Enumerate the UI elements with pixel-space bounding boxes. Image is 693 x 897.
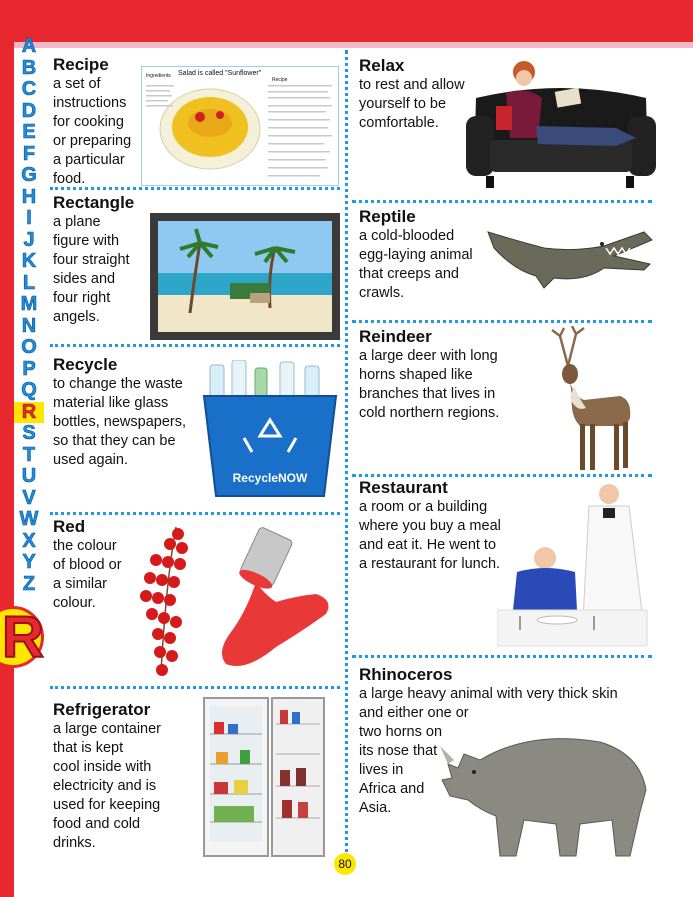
alphabet-letter-y[interactable]: Y xyxy=(22,551,36,573)
divider-line xyxy=(50,686,340,689)
entry-word: Recipe xyxy=(53,55,109,74)
woman-on-sofa-image xyxy=(466,58,656,190)
alphabet-letter-k[interactable]: K xyxy=(21,250,37,272)
recipe-card-image xyxy=(141,66,339,186)
entry-recycle xyxy=(53,355,203,470)
recipe-method-heading: Recipe xyxy=(272,77,288,83)
entry-definition: to rest and allow yourself to be comfortable. xyxy=(359,77,465,131)
crocodile-image xyxy=(484,212,654,292)
entry-refrigerator xyxy=(53,700,183,853)
alphabet-letter-n[interactable]: N xyxy=(21,314,37,337)
recipe-card-title: Salad is called "Sunflower" xyxy=(178,70,262,77)
page-number: 80 xyxy=(334,853,356,875)
entry-word: Rhinoceros xyxy=(359,665,453,684)
divider-line xyxy=(50,344,340,347)
side-banner xyxy=(0,0,14,897)
entry-word: Rectangle xyxy=(53,193,135,212)
alphabet-letter-u[interactable]: U xyxy=(21,465,37,487)
alphabet-letter-g[interactable]: G xyxy=(21,164,37,186)
alphabet-letter-d[interactable]: D xyxy=(21,99,37,122)
alphabet-letter-z[interactable]: Z xyxy=(22,572,36,595)
rhinoceros-image xyxy=(440,720,660,860)
alphabet-letter-j[interactable]: J xyxy=(23,228,35,251)
alphabet-letter-c[interactable]: C xyxy=(21,78,37,100)
divider-line xyxy=(352,320,652,323)
alphabet-letter-s[interactable]: S xyxy=(22,422,36,444)
current-letter-badge xyxy=(0,606,46,668)
alphabet-letter-e[interactable]: E xyxy=(22,121,36,143)
current-letter: R xyxy=(2,605,44,670)
entry-definition: the colour of blood or a similar colour. xyxy=(53,538,122,611)
top-banner xyxy=(0,0,693,42)
salad-plate-icon xyxy=(142,67,338,185)
alphabet-letter-t[interactable]: T xyxy=(22,443,36,466)
recipe-ingredients-heading: Ingredients xyxy=(146,73,171,79)
divider-line xyxy=(352,474,652,477)
alphabet-letter-w[interactable]: W xyxy=(19,508,39,530)
recycle-bin-label: RecycleNOW xyxy=(232,471,308,485)
alphabet-letter-a[interactable]: A xyxy=(21,35,37,57)
entry-definition: a large heavy animal with very thick skin and either one or two horns on its nose that lives in Africa and Asia. xyxy=(359,686,618,816)
entry-definition: to change the waste material like glass bottles, newspapers, so that they can be used again. xyxy=(53,376,186,468)
entry-word: Reindeer xyxy=(359,327,432,346)
alphabet-letter-q[interactable]: Q xyxy=(21,379,37,401)
alphabet-letter-m[interactable]: M xyxy=(20,293,38,315)
entry-reindeer xyxy=(359,327,529,423)
entry-word: Refrigerator xyxy=(53,700,151,719)
entry-word: Reptile xyxy=(359,207,416,226)
alphabet-letter-v[interactable]: V xyxy=(22,486,36,509)
entry-rectangle xyxy=(53,193,153,327)
alphabet-letter-x[interactable]: X xyxy=(22,529,36,552)
alphabet-letter-b[interactable]: B xyxy=(21,56,37,79)
entry-red xyxy=(53,517,143,613)
entry-definition: a cold-blooded egg-laying animal that creeps and crawls. xyxy=(359,228,473,301)
divider-line xyxy=(352,200,652,203)
divider-line xyxy=(352,655,652,658)
entry-word: Restaurant xyxy=(359,478,448,497)
recycle-bin-image xyxy=(200,360,340,500)
entry-reptile xyxy=(359,207,489,303)
alphabet-letter-f[interactable]: F xyxy=(22,142,36,165)
entry-definition: a large container that is kept cool inside with electricity and is used for keeping food and cold drinks. xyxy=(53,721,162,851)
entry-definition: a room or a building where you buy a meal and eat it. He went to a restaurant for lunch. xyxy=(359,499,501,572)
entry-word: Relax xyxy=(359,56,405,75)
alphabet-letter-r[interactable]: R xyxy=(14,402,44,424)
entry-definition: a large deer with long horns shaped like branches that lives in cold northern regions. xyxy=(359,348,500,421)
divider-line xyxy=(50,512,340,515)
refrigerator-image xyxy=(200,694,330,860)
alphabet-index xyxy=(14,36,44,595)
alphabet-letter-i[interactable]: I xyxy=(26,207,32,229)
restaurant-image xyxy=(497,480,655,650)
beach-picture-frame-image xyxy=(150,213,340,340)
entry-definition: a set of instructions for cooking or preparing a particular food. xyxy=(53,76,132,187)
alphabet-letter-o[interactable]: O xyxy=(21,336,37,358)
top-banner-stripe xyxy=(0,42,693,48)
entry-word: Recycle xyxy=(53,355,118,374)
alphabet-letter-h[interactable]: H xyxy=(21,185,37,208)
reindeer-image xyxy=(540,326,636,472)
column-divider xyxy=(345,50,348,872)
entry-recipe xyxy=(53,55,143,189)
entry-word: Red xyxy=(53,517,86,536)
alphabet-letter-l[interactable]: L xyxy=(22,271,36,294)
red-berries-and-paint-image xyxy=(136,522,336,684)
alphabet-letter-p[interactable]: P xyxy=(22,357,36,380)
entry-definition: a plane figure with four straight sides and four right angels. xyxy=(53,214,130,325)
